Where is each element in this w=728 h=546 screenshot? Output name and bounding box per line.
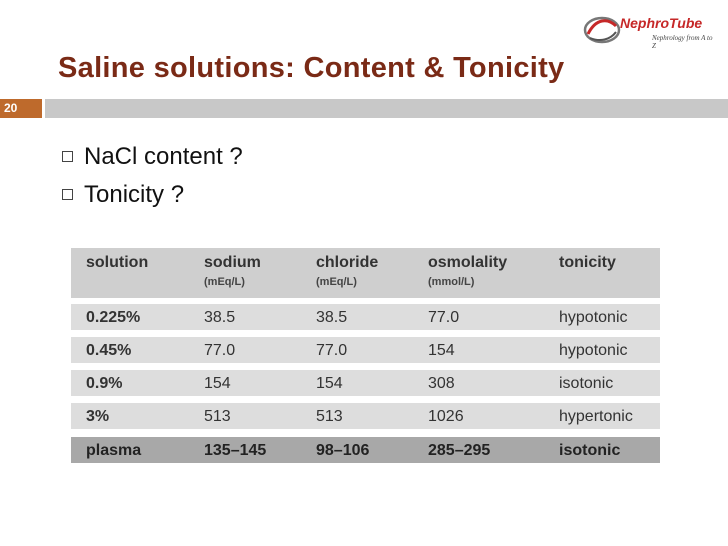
bullet-item — [62, 176, 243, 214]
cell-chloride: 98–106 — [316, 442, 370, 459]
logo-name: NephroTube — [620, 15, 703, 31]
table-row — [71, 403, 660, 429]
slide-number-band — [0, 99, 728, 118]
header-osmolality-unit: (mmol/L) — [428, 276, 475, 288]
saline-table — [66, 243, 666, 470]
header-osmolality: osmolality — [428, 254, 508, 271]
cell-osmolality: 77.0 — [428, 309, 460, 326]
cell-tonicity: hypotonic — [559, 342, 628, 359]
cell-solution: 0.45% — [86, 342, 132, 359]
cell-sodium: 513 — [204, 408, 231, 425]
cell-solution: 3% — [86, 408, 110, 425]
cell-solution: 0.225% — [86, 309, 141, 326]
table-header — [71, 248, 660, 298]
table-row — [71, 304, 660, 330]
table-row — [71, 370, 660, 396]
nephrotube-logo — [582, 12, 715, 48]
cell-solution: 0.9% — [86, 375, 123, 392]
header-chloride-unit: (mEq/L) — [316, 276, 357, 288]
cell-tonicity: hypertonic — [559, 408, 633, 425]
slide-title: Saline solutions: Content & Tonicity — [58, 52, 565, 84]
cell-tonicity: isotonic — [559, 375, 614, 392]
bullet-text: Tonicity ? — [84, 181, 185, 208]
cell-chloride: 77.0 — [316, 342, 348, 359]
cell-chloride: 154 — [316, 375, 343, 392]
cell-osmolality: 308 — [428, 375, 455, 392]
cell-osmolality: 154 — [428, 342, 455, 359]
cell-osmolality: 285–295 — [428, 442, 491, 459]
logo-tagline: Nephrology from A to Z — [652, 34, 713, 50]
cell-sodium: 154 — [204, 375, 231, 392]
table-row-plasma — [71, 437, 660, 463]
header-sodium: sodium — [204, 254, 261, 271]
cell-osmolality: 1026 — [428, 408, 464, 425]
divider-bar — [45, 99, 728, 118]
header-sodium-unit: (mEq/L) — [204, 276, 245, 288]
cell-sodium: 77.0 — [204, 342, 236, 359]
header-chloride: chloride — [316, 254, 379, 271]
cell-tonicity: hypotonic — [559, 309, 628, 326]
table-row — [71, 337, 660, 363]
cell-sodium: 38.5 — [204, 309, 236, 326]
cell-chloride: 513 — [316, 408, 343, 425]
checkbox-bullet-icon — [62, 189, 73, 200]
bullet-list — [62, 138, 243, 214]
checkbox-bullet-icon — [62, 151, 73, 162]
cell-solution: plasma — [86, 442, 142, 459]
cell-chloride: 38.5 — [316, 309, 348, 326]
header-solution: solution — [86, 254, 149, 271]
header-tonicity: tonicity — [559, 254, 616, 271]
cell-sodium: 135–145 — [204, 442, 267, 459]
bullet-item — [62, 138, 243, 176]
slide-number: 20 — [0, 99, 42, 118]
nephrotube-swoosh-icon — [582, 12, 622, 48]
cell-tonicity: isotonic — [559, 442, 621, 459]
bullet-text: NaCl content ? — [84, 143, 243, 170]
